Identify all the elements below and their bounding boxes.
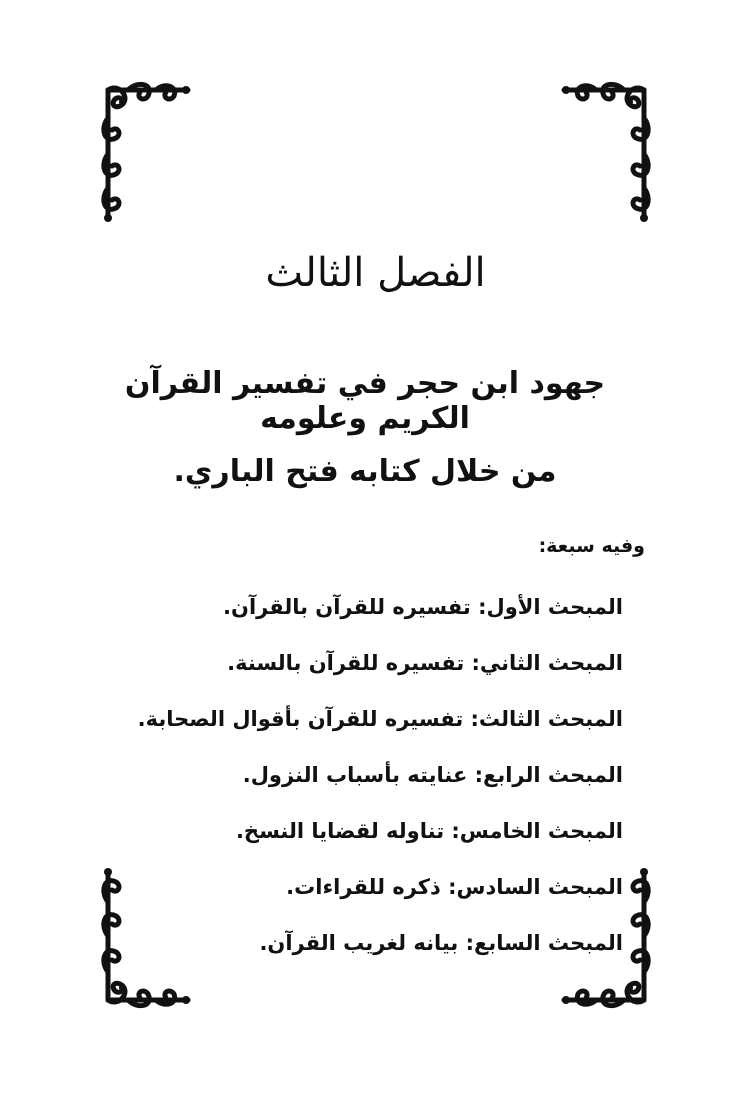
- section-item-1: المبحث الأول: تفسيره للقرآن بالقرآن.: [223, 595, 623, 619]
- section-item-5: المبحث الخامس: تناوله لقضايا النسخ.: [235, 819, 623, 843]
- main-title-line-2: من خلال كتابه فتح الباري.: [173, 454, 557, 489]
- main-title-line-1: جهود ابن حجر في تفسير القرآن الكريم وعلومه: [124, 366, 606, 436]
- section-item-2: المبحث الثاني: تفسيره للقرآن بالسنة.: [227, 651, 623, 675]
- section-item-4: المبحث الرابع: عنايته بأسباب النزول.: [242, 763, 623, 787]
- section-item-7: المبحث السابع: بيانه لغريب القرآن.: [259, 931, 623, 955]
- intro-text: وفيه سبعة:: [538, 535, 645, 557]
- chapter-title: الفصل الثالث: [265, 250, 486, 296]
- section-item-6: المبحث السادس: ذكره للقراءات.: [286, 875, 623, 899]
- section-item-3: المبحث الثالث: تفسيره للقرآن بأقوال الصحابة.: [137, 707, 623, 731]
- sections-list: [138, 582, 623, 974]
